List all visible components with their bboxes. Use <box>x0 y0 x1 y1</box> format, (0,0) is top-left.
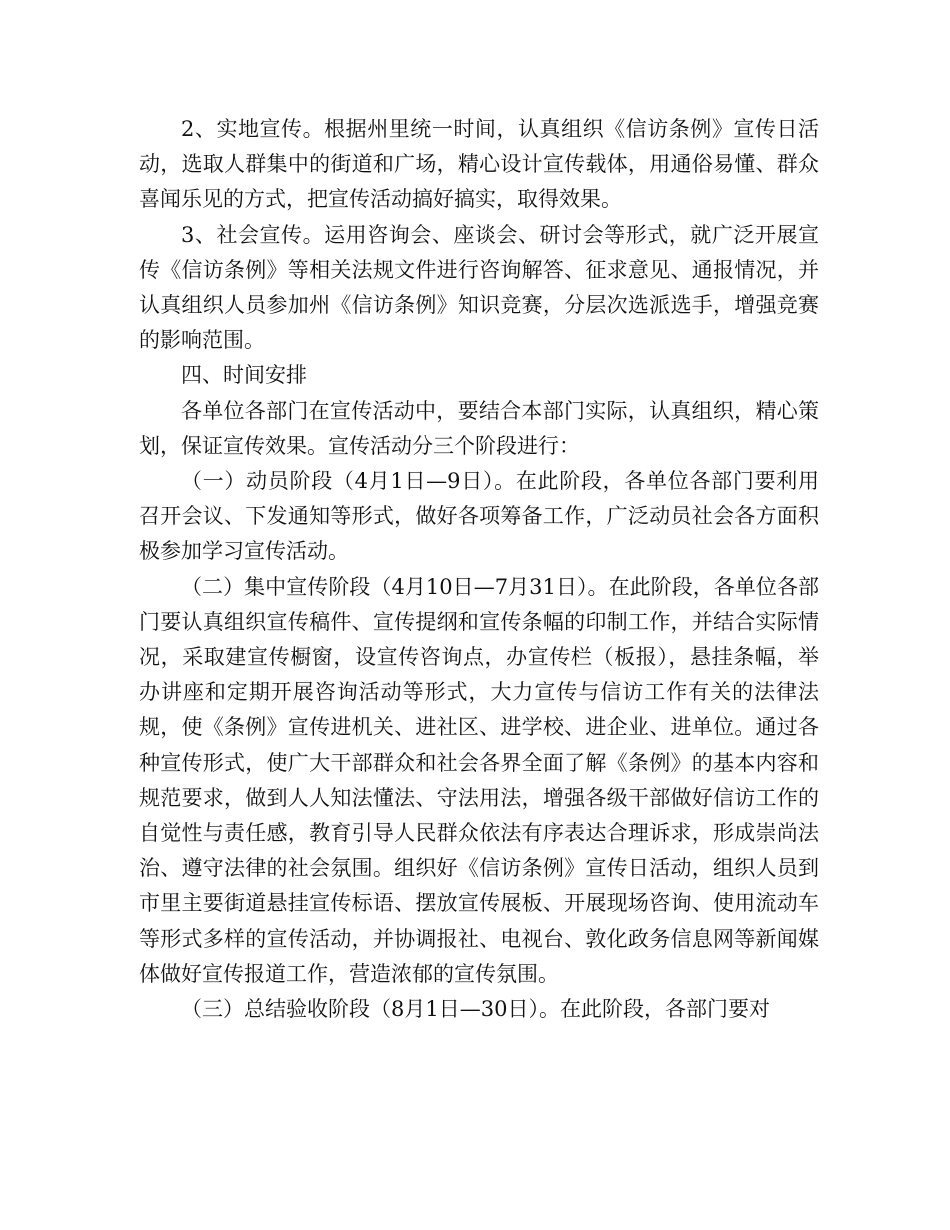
paragraph-field-publicity: 2、实地宣传。根据州里统一时间，认真组织《信访条例》宣传日活动，选取人群集中的街道和广场，精心设计宣传载体，用通俗易懂、群众喜闻乐见的方式，把宣传活动搞好搞实，取得效果。 <box>139 117 819 212</box>
paragraph-social-publicity: 3、社会宣传。运用咨询会、座谈会、研讨会等形式，就广泛开展宣传《信访条例》等相关法规文件进行咨询解答、征求意见、通报情况，并认真组织人员参加州《信访条例》知识竞赛，分层次选派选手，增强竞赛的影响范围。 <box>139 222 819 353</box>
paragraph-schedule-intro: 各单位各部门在宣传活动中，要结合本部门实际，认真组织，精心策划，保证宣传效果。宣传活动分三个阶段进行： <box>139 398 819 458</box>
section-heading-schedule: 四、时间安排 <box>181 363 307 388</box>
paragraph-mobilization-stage: （一）动员阶段（4月1日—9日）。在此阶段，各单位各部门要利用召开会议、下发通知等形式，做好各项筹备工作，广泛动员社会各方面积极参加学习宣传活动。 <box>139 469 819 564</box>
paragraph-summary-stage: （三）总结验收阶段（8月1日—30日）。在此阶段，各部门要对 <box>181 997 770 1022</box>
document-body <box>139 112 819 1027</box>
paragraph-concentrated-publicity-stage: （二）集中宣传阶段（4月10日—7月31日）。在此阶段，各单位各部门要认真组织宣传稿件、宣传提纲和宣传条幅的印制工作，并结合实际情况，采取建宣传橱窗，设宣传咨询点，办宣传栏（板报），悬挂条幅，举办讲座和定期开展咨询活动等形式，大力宣传与信访工作有关的法律法规，使《条例》宣传进机关、进社区、进学校、进企业、进单位。通过各种宣传形式，使广大干部群众和社会各界全面了解《条例》的基本内容和规范要求，做到人人知法懂法、守法用法，增强各级干部做好信访工作的自觉性与责任感，教育引导人民群众依法有序表达合理诉求，形成崇尚法治、遵守法律的社会氛围。组织好《信访条例》宣传日活动，组织人员到市里主要街道悬挂宣传标语、摆放宣传展板、开展现场咨询、使用流动车等形式多样的宣传活动，并协调报社、电视台、敦化政务信息网等新闻媒体做好宣传报道工作，营造浓郁的宣传氛围。 <box>139 574 819 986</box>
